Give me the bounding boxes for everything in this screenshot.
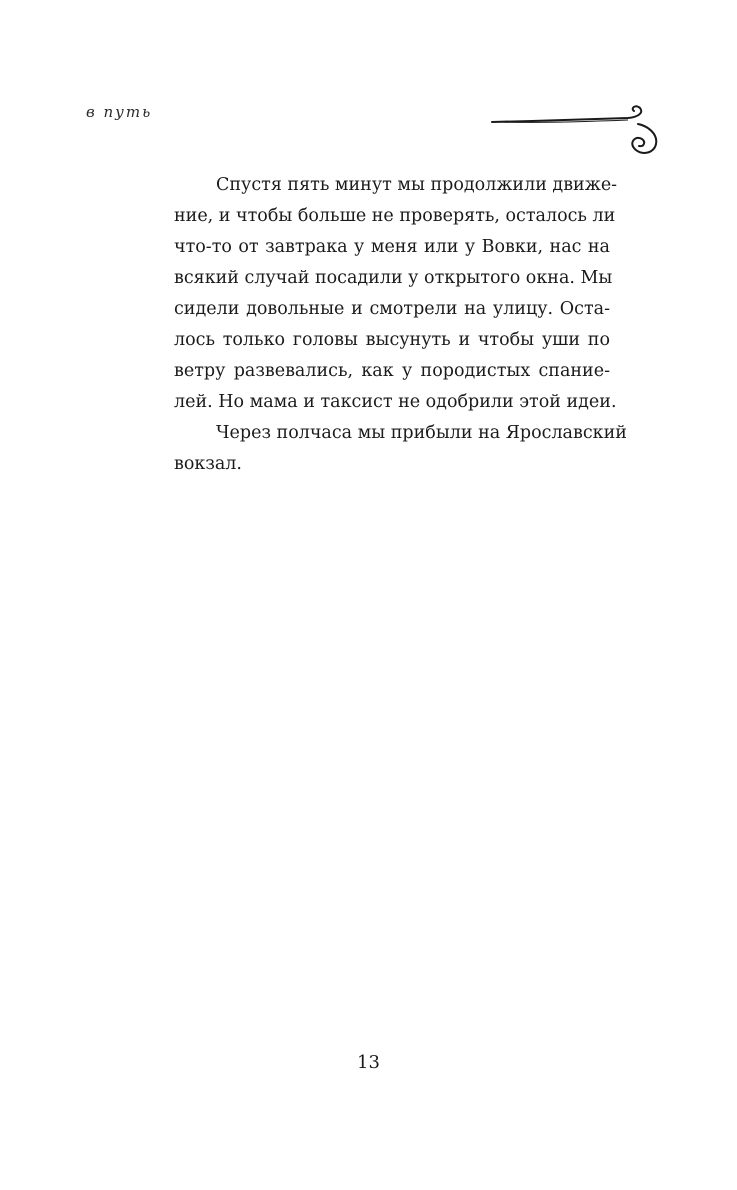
page-number: 13 <box>357 1052 380 1073</box>
text-line: всякий случай посадили у открытого окна. Мы <box>174 268 613 288</box>
body-text <box>132 170 627 480</box>
text-line: что-то от завтрака у меня или у Вовки, нас на <box>174 237 610 257</box>
paragraph <box>132 170 618 418</box>
text-line: вокзал. <box>174 454 242 474</box>
text-line: лось только головы высунуть и чтобы уши по <box>174 330 610 350</box>
text-line: ние, и чтобы больше не проверять, осталось ли <box>174 206 616 226</box>
text-line: ветру развевались, как у породистых спание- <box>174 361 610 381</box>
curl-flourish-icon <box>488 98 668 162</box>
running-title: в путь <box>86 103 153 121</box>
text-line: лей. Но мама и таксист не одобрили этой идеи. <box>174 392 617 412</box>
paragraph <box>132 418 627 480</box>
text-line: сидели довольные и смотрели на улицу. Оста- <box>174 299 610 319</box>
text-line: Спустя пять минут мы продолжили движе- <box>216 175 618 195</box>
text-line: Через полчаса мы прибыли на Ярославский <box>216 423 627 443</box>
